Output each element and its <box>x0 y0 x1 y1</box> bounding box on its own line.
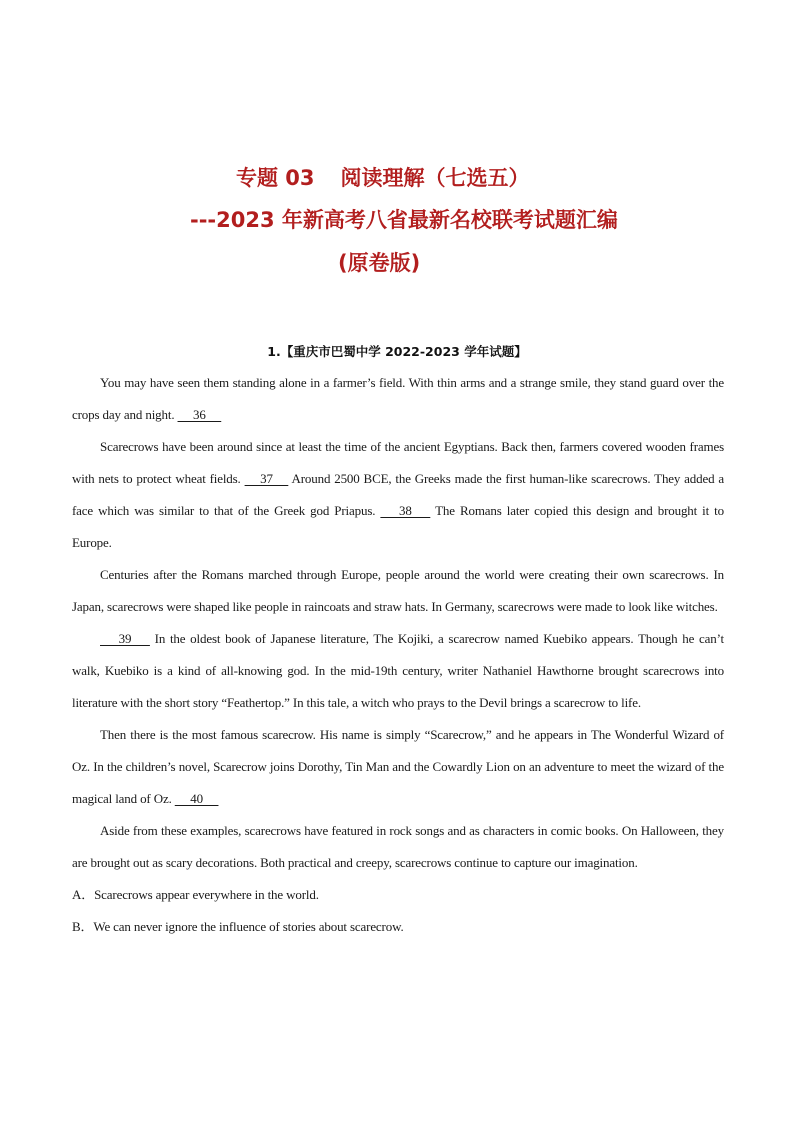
blank-36: 36 <box>177 407 222 422</box>
option-b: B．We can never ignore the influence of stories about scarecrow. <box>72 919 404 934</box>
document-title-line3: (原卷版) <box>338 251 421 275</box>
blank-40: 40 <box>174 791 219 806</box>
paragraph-text: The Romans later copied this design and brought it to Europe. <box>72 503 724 550</box>
paragraph-4 <box>72 623 724 719</box>
blank-38: 38 <box>380 503 431 518</box>
paragraph-text: Then there is the most famous scarecrow. His name is simply “Scarecrow,” and he appears in The Wonderful Wizard of Oz. In the children’s novel, Scarecrow joins Dorothy, Tin Man and the Cowardly Lion on an adventure to meet the wizard of the magical land of Oz. <box>72 727 724 806</box>
paragraph-text: In the oldest book of Japanese literature, The Kojiki, a scarecrow named Kuebiko appears. Though he can’t walk, Kuebiko is a kind of all-knowing god. In the mid-19th century, writer Nathaniel Hawthorne brought scarecrows into literature with the short story “Feathertop.” In this tale, a witch who prays to the Devil brings a scarecrow to life. <box>72 631 724 710</box>
passage <box>72 367 724 943</box>
document-title-line1 <box>236 168 530 189</box>
paragraph-text: You may have seen them standing alone in a farmer’s field. With thin arms and a strange smile, they stand guard over the crops day and night. <box>72 375 724 422</box>
option-a: A．Scarecrows appear everywhere in the world. <box>72 887 319 902</box>
blank-37: 37 <box>244 471 289 486</box>
paragraph-text: Scarecrows have been around since at least the time of the ancient Egyptians. Back then, farmers covered wooden frames with nets to protect wheat fields. <box>72 439 724 486</box>
title-topic-name: 阅读理解（七选五） <box>340 166 530 190</box>
paragraph-text: Around 2500 BCE, the Greeks made the first human-like scarecrows. They added a face which was similar to that of the Greek god Priapus. <box>72 471 725 518</box>
paragraph-2 <box>72 431 724 559</box>
paragraph-1 <box>72 367 724 431</box>
paragraph-3: Centuries after the Romans marched through Europe, people around the world were creating their own scarecrows. In Japan, scarecrows were shaped like people in raincoats and straw hats. In Germany, scarecrows were made to look like witches. <box>72 567 724 614</box>
paragraph-6: Aside from these examples, scarecrows have featured in rock songs and as characters in comic books. On Halloween, they are brought out as scary decorations. Both practical and creepy, scarecrows continue to capture our imagination. <box>72 823 724 870</box>
blank-39: 39 <box>100 631 150 646</box>
paragraph-5 <box>72 719 724 815</box>
document-title-line2: ---2023 年新高考八省最新名校联考试题汇编 <box>190 208 618 232</box>
question-heading: 1.【重庆市巴蜀中学 2022-2023 学年试题】 <box>267 344 527 359</box>
title-topic-number: 专题 03 <box>236 166 315 190</box>
